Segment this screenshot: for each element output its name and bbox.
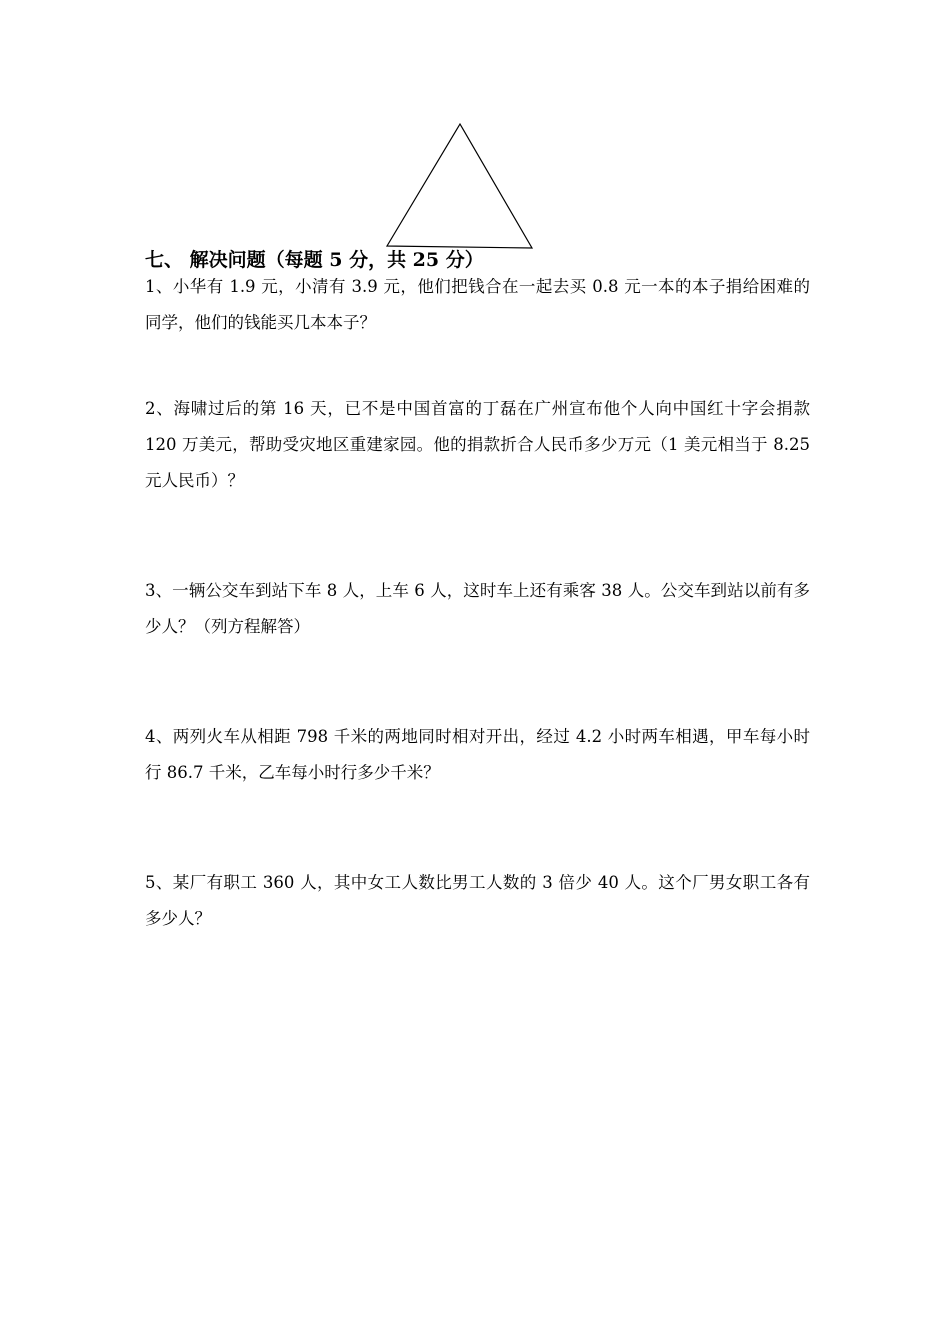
question-2: 2、海啸过后的第 16 天，已不是中国首富的丁磊在广州宣布他个人向中国红十字会捐款 120 万美元，帮助受灾地区重建家园。他的捐款折合人民币多少万元（1 美元相当于 8.25 元人民币）？: [145, 399, 810, 490]
question-4: 4、两列火车从相距 798 千米的两地同时相对开出，经过 4.2 小时两车相遇，甲车每小时行 86.7 千米，乙车每小时行多少千米？: [145, 727, 810, 782]
question-3: 3、一辆公交车到站下车 8 人，上车 6 人，这时车上还有乘客 38 人。公交车到站以前有多少人？（列方程解答）: [145, 581, 810, 636]
question-5: 5、某厂有职工 360 人，其中女工人数比男工人数的 3 倍少 40 人。这个厂男女职工各有多少人？: [145, 873, 810, 928]
section-title: 七、 解决问题（每题 5 分，共 25 分）: [145, 249, 484, 271]
question-1: 1、小华有 1.9 元，小清有 3.9 元，他们把钱合在一起去买 0.8 元一本的本子捐给困难的同学，他们的钱能买几本本子？: [145, 277, 810, 332]
triangle-shape: [387, 124, 532, 248]
triangle-figure: [385, 122, 535, 250]
